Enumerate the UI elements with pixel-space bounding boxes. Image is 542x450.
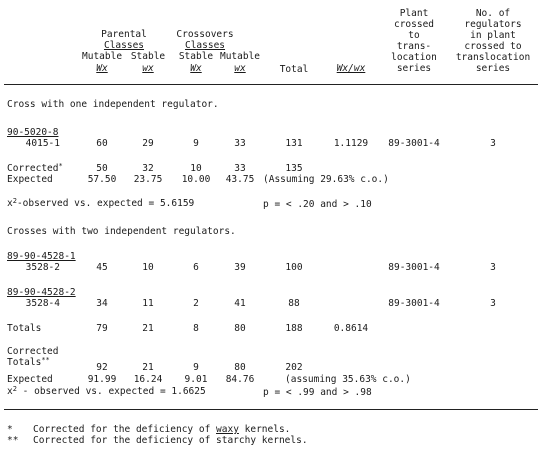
cell-stable-wx2: 9.01 — [184, 374, 208, 385]
cell-stable-wx: 21 — [142, 362, 154, 373]
cell-mutable-wx: 91.99 — [87, 374, 117, 385]
col-wx-upper-1: Wx — [96, 63, 108, 74]
cell-ratio: 1.1129 — [333, 138, 369, 149]
cell-mutable-wx2: 39 — [234, 262, 246, 273]
cell-total: 100 — [285, 262, 303, 273]
col-mutable-1: Mutable — [82, 51, 123, 62]
cell-total: 131 — [285, 138, 303, 149]
chi-square-line: $x^2$-observed vs. expected = 5.6159 — [7, 197, 195, 209]
cell-mutable-wx2: 33 — [234, 138, 246, 149]
cell-mutable-wx: 50 — [96, 163, 108, 174]
parental-header: Parental — [101, 29, 147, 40]
cell-mutable-wx: 60 — [96, 138, 108, 149]
expected-note: (Assuming 29.63% c.o.) — [263, 174, 389, 185]
cell-mutable-wx2: 33 — [234, 163, 246, 174]
cell-regulators: 3 — [490, 262, 496, 273]
plant-header-2: crossed — [393, 19, 435, 30]
cell-regulators: 3 — [490, 138, 496, 149]
col-ratio: Wx/wx — [336, 63, 366, 74]
cell-mutable-wx2: 80 — [234, 362, 246, 373]
section2-title: Crosses with two independent regulators. — [7, 226, 236, 237]
cell-stable-wx: 29 — [142, 138, 154, 149]
row-label: Totals** — [7, 356, 50, 368]
regulators-header-4: crossed to — [464, 41, 522, 52]
footer-rule — [4, 409, 538, 410]
cell-stable-wx2: 6 — [193, 262, 199, 273]
section1-title: Cross with one independent regulator. — [7, 99, 219, 110]
cell-stable-wx: 16.24 — [133, 374, 163, 385]
col-wx-lower-2: wx — [234, 63, 246, 74]
cell-total: 202 — [285, 362, 303, 373]
expected-note: (assuming 35.63% c.o.) — [285, 374, 411, 385]
row-label: Expected — [7, 174, 53, 185]
cell-total: 135 — [285, 163, 303, 174]
row-label: 3528-2 — [25, 262, 60, 273]
col-mutable-2: Mutable — [219, 51, 261, 62]
plant-header-1: Plant — [399, 8, 429, 19]
section1-line-id: 90-5020-8 — [7, 127, 59, 138]
row-label: Totals — [7, 323, 42, 334]
row-label: Corrected* — [7, 162, 63, 174]
header-rule — [4, 84, 538, 85]
cell-stable-wx2: 8 — [193, 323, 199, 334]
parental-classes-header: Classes — [103, 40, 145, 51]
cell-mutable-wx: 92 — [96, 362, 108, 373]
cell-total: 188 — [285, 323, 303, 334]
cell-mutable-wx2: 84.76 — [225, 374, 255, 385]
cell-stable-wx2: 9 — [193, 138, 199, 149]
col-wx-lower-1: wx — [142, 63, 154, 74]
chi-square-line: $x^2$ - observed vs. expected = 1.6625 — [7, 385, 206, 397]
plant-header-5: location — [391, 52, 437, 63]
cell-stable-wx: 32 — [142, 163, 154, 174]
row-label: 4015-1 — [25, 138, 60, 149]
regulators-header-5: translocation — [455, 52, 531, 63]
col-total: Total — [279, 64, 309, 75]
cell-stable-wx: 10 — [142, 262, 154, 273]
cell-stable-wx: 23.75 — [133, 174, 163, 185]
cell-mutable-wx: 79 — [96, 323, 108, 334]
cell-stable-wx: 21 — [142, 323, 154, 334]
regulators-header-2: regulators — [464, 19, 522, 30]
cell-mutable-wx2: 41 — [234, 298, 246, 309]
cell-mutable-wx2: 80 — [234, 323, 246, 334]
chi-square-p: p = < .20 and > .10 — [263, 199, 372, 210]
regulators-header-3: in plant — [470, 30, 516, 41]
col-stable-1: Stable — [130, 51, 166, 62]
footnote-1: Corrected for the deficiency of waxy kernels. — [33, 424, 291, 435]
regulators-header-1: No. of — [475, 8, 511, 19]
col-stable-2: Stable — [178, 51, 214, 62]
row-label: Expected — [7, 374, 53, 385]
row-label: 3528-4 — [25, 298, 60, 309]
corrected-label: Corrected — [7, 346, 59, 357]
crossovers-classes-header: Classes — [184, 40, 226, 51]
cell-stable-wx2: 2 — [193, 298, 199, 309]
cell-stable-wx2: 10 — [190, 163, 202, 174]
footnote-mark: ** — [7, 435, 19, 446]
cell-regulators: 3 — [490, 298, 496, 309]
cell-mutable-wx: 45 — [96, 262, 108, 273]
plant-header-3: to — [408, 30, 420, 41]
regulators-header-6: series — [475, 63, 511, 74]
cell-plant: 89-3001-4 — [388, 138, 440, 149]
section2-line2-id: 89-90-4528-2 — [7, 287, 76, 298]
cell-mutable-wx2: 43.75 — [225, 174, 255, 185]
plant-header-6: series — [396, 63, 432, 74]
cell-mutable-wx: 57.50 — [87, 174, 117, 185]
footnote-2: Corrected for the deficiency of starchy kernels. — [33, 435, 308, 446]
cell-ratio: 0.8614 — [333, 323, 369, 334]
crossovers-header: Crossovers — [176, 29, 234, 40]
col-wx-upper-2: Wx — [190, 63, 202, 74]
cell-plant: 89-3001-4 — [388, 298, 440, 309]
plant-header-4: trans- — [396, 41, 432, 52]
cell-mutable-wx: 34 — [96, 298, 108, 309]
cell-plant: 89-3001-4 — [388, 262, 440, 273]
chi-square-p: p = < .99 and > .98 — [263, 387, 372, 398]
cell-stable-wx2: 10.00 — [181, 174, 211, 185]
cell-stable-wx2: 9 — [193, 362, 199, 373]
section2-line1-id: 89-90-4528-1 — [7, 251, 76, 262]
footnote-mark: * — [7, 424, 13, 435]
cell-total: 88 — [288, 298, 300, 309]
cell-stable-wx: 11 — [142, 298, 154, 309]
